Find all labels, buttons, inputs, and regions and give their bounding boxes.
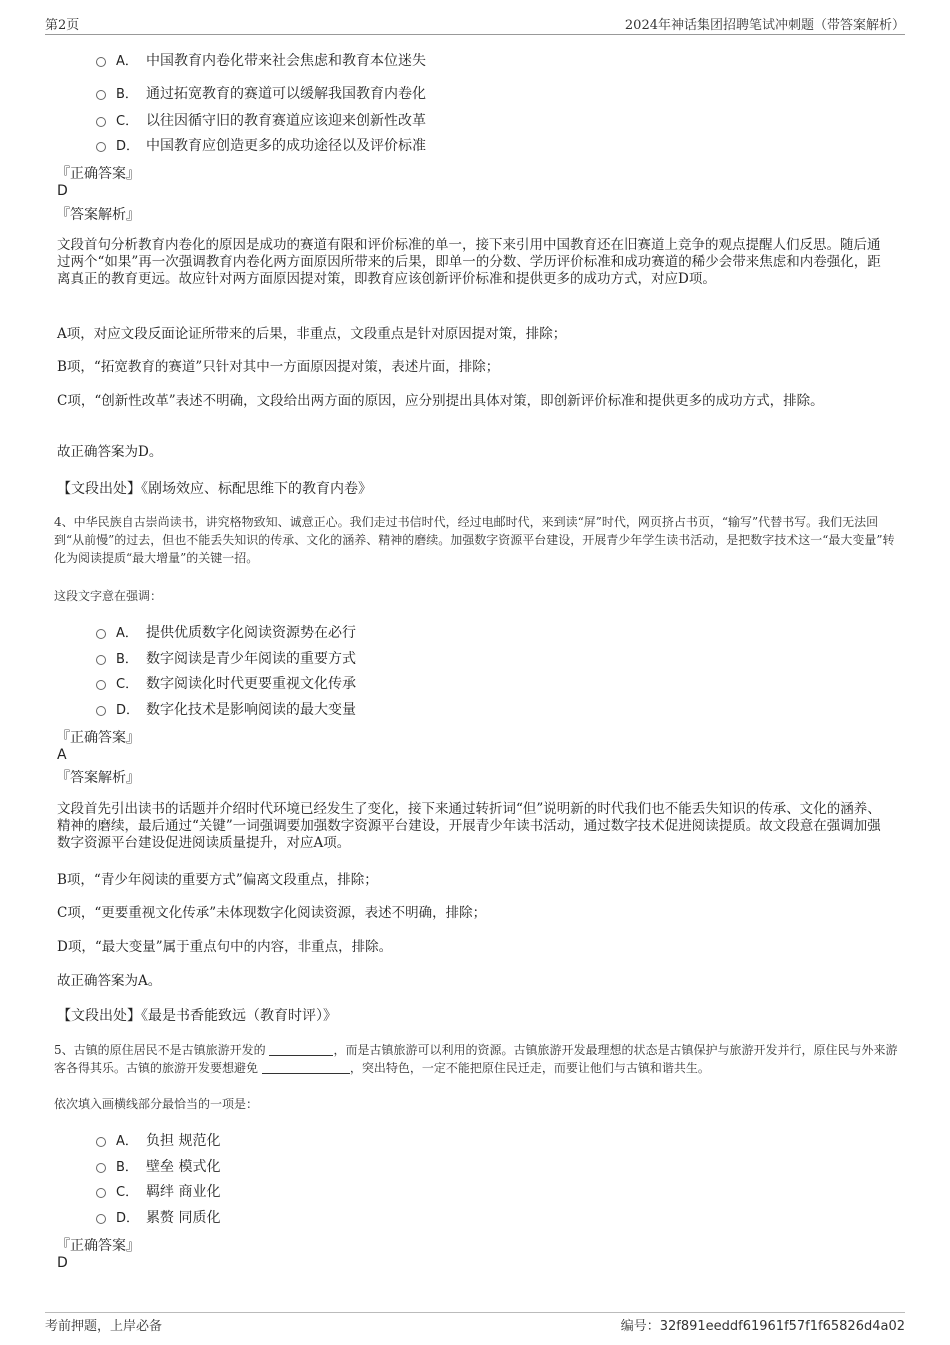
q3-option-b[interactable]: B． 通过拓宽教育的赛道可以缓解我国教育内卷化 — [96, 83, 426, 103]
q3-option-a[interactable]: A． 中国教育内卷化带来社会焦虑和教育本位迷失 — [96, 50, 426, 70]
q3-analysis-main: 文段首句分析教育内卷化的原因是成功的赛道有限和评价标准的单一，接下来引用中国教育还在旧赛道上竞争的观点提醒人们反思。随后通过两个“如果”再一次强调教育内卷化两方面原因所带来的后果，即单一的分数、学历评价标准和成功赛道的稀少会带来焦虑和内卷强化，距离真正的教育更远。故应针对两方面原因提对策，即教育应该创新评价标准和提供更多的成功方式，对应D项。 — [57, 237, 881, 287]
q4-analysis-main: 文段首先引出读书的话题并介绍时代环境已经发生了变化，接下来通过转折词“但”说明新的时代我们也不能丢失知识的传承、文化的涵养、精神的磨续，最后通过“关键”一词强调要加强数字资源平台建设，开展青少年读书活动，通过数字技术促进阅读提质。故文段意在强调加强数字资源平台建设促进阅读质量提升，对应A项。 — [57, 801, 881, 851]
q4-analysis-b: B项，“青少年阅读的重要方式”偏离文段重点，排除； — [57, 872, 378, 888]
q5-answer: D — [57, 1255, 68, 1271]
document-title: 2024年神话集团招聘笔试冲刺题（带答案解析） — [624, 18, 905, 33]
q5-option-d[interactable]: D． 累赘 同质化 — [96, 1207, 220, 1227]
q4-analysis-c: C项，“更要重视文化传承”未体现数字化阅读资源，表述不明确，排除； — [57, 905, 487, 921]
q4-prompt: 这段文字意在强调： — [54, 589, 163, 603]
fill-blank-1[interactable] — [269, 1043, 333, 1056]
q3-analysis-label: 『答案解析』 — [56, 207, 140, 223]
q3-conclusion: 故正确答案为D。 — [57, 444, 163, 460]
radio-icon[interactable] — [96, 629, 106, 639]
radio-icon[interactable] — [96, 117, 106, 127]
q5-option-c[interactable]: C． 羁绊 商业化 — [96, 1181, 220, 1201]
q4-stem: 4、中华民族自古崇尚读书，讲究格物致知、诚意正心。我们走过书信时代，经过电邮时代，来到读“屏”时代，网页挤占书页，“输写”代替书写。我们无法回到“从前慢”的过去，但也不能丢失知识的传承、文化的涵养、精神的磨续。加强数字资源平台建设，开展青少年学生读书活动，是把数字技术这一“最大变量”转化为阅读提质“最大增量”的关键一招。 — [54, 515, 895, 565]
fill-blank-2[interactable] — [262, 1061, 350, 1074]
radio-icon[interactable] — [96, 90, 106, 100]
q4-source: 【文段出处】《最是书香能致远（教育时评）》 — [57, 1008, 337, 1024]
q4-option-a[interactable]: A． 提供优质数字化阅读资源势在必行 — [96, 622, 356, 642]
radio-icon[interactable] — [96, 57, 106, 67]
q5-stem: 5、古镇的原住居民不是古镇旅游开发的 ，而是古镇旅游可以利用的资源。古镇旅游开发最理想的状态是古镇保护与旅游开发并行，原住民与外来游客各得其乐。古镇的旅游开发要想避免 ，突出特色，一定不能把原住民迁走，而要让他们与古镇和谐共生。 — [54, 1043, 898, 1075]
q4-conclusion: 故正确答案为A。 — [57, 973, 162, 989]
q5-prompt: 依次填入画横线部分最恰当的一项是： — [54, 1097, 259, 1111]
radio-icon[interactable] — [96, 1188, 106, 1198]
q5-option-b[interactable]: B． 壁垒 模式化 — [96, 1156, 220, 1176]
q3-analysis-a: A项，对应文段反面论证所带来的后果，非重点，文段重点是针对原因提对策，排除； — [57, 326, 567, 342]
page-number: 第2页 — [45, 18, 80, 33]
radio-icon[interactable] — [96, 1137, 106, 1147]
q3-analysis-c: C项，“创新性改革”表述不明确，文段给出两方面的原因，应分别提出具体对策，即创新评价标准和提供更多的成功方式，排除。 — [57, 393, 824, 409]
q5-option-a[interactable]: A． 负担 规范化 — [96, 1130, 220, 1150]
radio-icon[interactable] — [96, 142, 106, 152]
radio-icon[interactable] — [96, 1214, 106, 1224]
q3-answer-label: 『正确答案』 — [56, 166, 140, 182]
radio-icon[interactable] — [96, 680, 106, 690]
radio-icon[interactable] — [96, 706, 106, 716]
q4-option-d[interactable]: D． 数字化技术是影响阅读的最大变量 — [96, 699, 356, 719]
q4-analysis-label: 『答案解析』 — [56, 770, 140, 786]
q3-option-c[interactable]: C． 以往因循守旧的教育赛道应该迎来创新性改革 — [96, 110, 426, 130]
q3-option-d[interactable]: D． 中国教育应创造更多的成功途径以及评价标准 — [96, 135, 426, 155]
q4-option-b[interactable]: B． 数字阅读是青少年阅读的重要方式 — [96, 648, 356, 668]
q3-answer: D — [57, 183, 68, 199]
q4-answer: A — [57, 747, 67, 763]
radio-icon[interactable] — [96, 1163, 106, 1173]
radio-icon[interactable] — [96, 655, 106, 665]
q5-answer-label: 『正确答案』 — [56, 1238, 140, 1254]
q4-option-c[interactable]: C． 数字阅读化时代更要重视文化传承 — [96, 673, 356, 693]
q4-answer-label: 『正确答案』 — [56, 730, 140, 746]
page-header — [45, 14, 905, 35]
footer-slogan: 考前押题，上岸必备 — [45, 1319, 163, 1334]
page-footer — [45, 1312, 905, 1335]
q4-analysis-d: D项，“最大变量”属于重点句中的内容，非重点，排除。 — [57, 939, 393, 955]
q3-analysis-b: B项，“拓宽教育的赛道”只针对其中一方面原因提对策，表述片面，排除； — [57, 359, 500, 375]
q3-source: 【文段出处】《剧场效应、标配思维下的教育内卷》 — [57, 481, 372, 497]
footer-code: 编号：32f891eeddf61961f57f1f65826d4a02 — [620, 1319, 905, 1334]
